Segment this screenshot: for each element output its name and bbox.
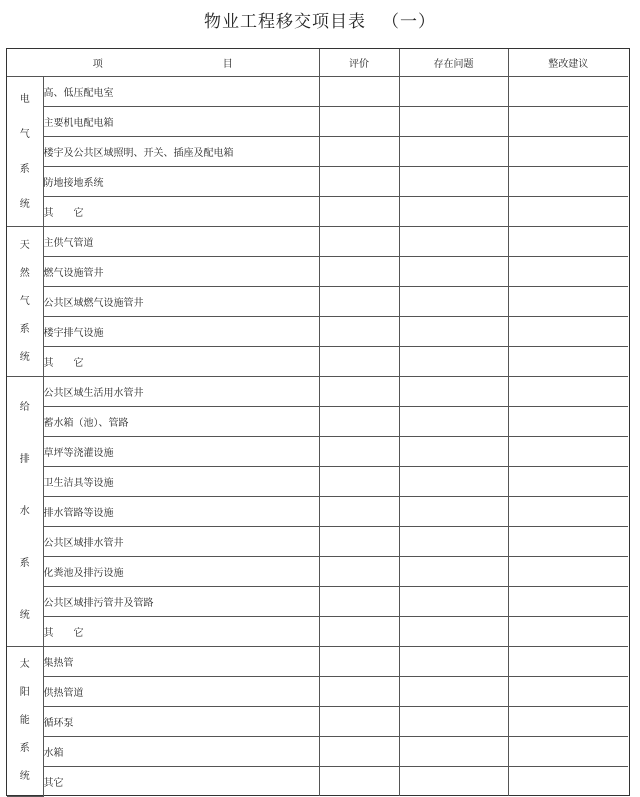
category-char: 天 (19, 239, 30, 251)
item-label: 集热管 (43, 647, 319, 677)
table-row (7, 197, 628, 227)
category-char: 气 (19, 128, 30, 140)
suggestions-cell[interactable] (508, 77, 628, 107)
issues-cell[interactable] (399, 527, 508, 557)
category-cell (7, 377, 43, 647)
suggestions-cell[interactable] (508, 137, 628, 167)
suggestions-cell[interactable] (508, 437, 628, 467)
item-label: 供热管道 (43, 677, 319, 707)
suggestions-cell[interactable] (508, 227, 628, 257)
header-issues: 存在问题 (399, 49, 508, 77)
item-label: 燃气设施管井 (43, 257, 319, 287)
suggestions-cell[interactable] (508, 287, 628, 317)
issues-cell[interactable] (399, 347, 508, 377)
table-row (7, 227, 628, 257)
item-label: 主要机电配电箱 (43, 107, 319, 137)
handover-table-frame (6, 48, 630, 796)
issues-cell[interactable] (399, 647, 508, 677)
evaluation-cell[interactable] (319, 377, 399, 407)
category-char: 统 (19, 771, 30, 783)
issues-cell[interactable] (399, 497, 508, 527)
evaluation-cell[interactable] (319, 527, 399, 557)
evaluation-cell[interactable] (319, 587, 399, 617)
evaluation-cell[interactable] (319, 707, 399, 737)
item-label: 公共区域燃气设施管井 (43, 287, 319, 317)
table-row (7, 707, 628, 737)
issues-cell[interactable] (399, 677, 508, 707)
suggestions-cell[interactable] (508, 497, 628, 527)
issues-cell[interactable] (399, 707, 508, 737)
table-row (7, 347, 628, 377)
item-label: 化粪池及排污设施 (43, 557, 319, 587)
suggestions-cell[interactable] (508, 107, 628, 137)
table-row (7, 617, 628, 647)
table-row (7, 137, 628, 167)
table-row (7, 767, 628, 797)
table-row (7, 647, 628, 677)
header-row (7, 49, 628, 77)
category-char: 给 (19, 401, 30, 413)
item-label: 防地接地系统 (43, 167, 319, 197)
evaluation-cell[interactable] (319, 77, 399, 107)
category-char: 系 (19, 743, 30, 755)
page-title (0, 10, 640, 34)
table-row (7, 527, 628, 557)
suggestions-cell[interactable] (508, 407, 628, 437)
title-text: 物业工程移交项目表 (204, 12, 366, 32)
header-item-right: 目 (222, 59, 233, 70)
issues-cell[interactable] (399, 437, 508, 467)
item-label: 其 它 (43, 197, 319, 227)
table-row (7, 167, 628, 197)
table-row (7, 317, 628, 347)
suggestions-cell[interactable] (508, 617, 628, 647)
item-label: 高、低压配电室 (43, 77, 319, 107)
table-row (7, 257, 628, 287)
item-label: 公共区域排污管井及管路 (43, 587, 319, 617)
item-label: 循环泵 (43, 707, 319, 737)
category-char: 系 (19, 163, 30, 175)
category-char: 太 (19, 659, 30, 671)
suggestions-cell[interactable] (508, 587, 628, 617)
category-char: 统 (19, 609, 30, 621)
table-row (7, 407, 628, 437)
item-label: 水箱 (43, 737, 319, 767)
category-char: 然 (19, 267, 30, 279)
evaluation-cell[interactable] (319, 107, 399, 137)
suggestions-cell[interactable] (508, 527, 628, 557)
evaluation-cell[interactable] (319, 137, 399, 167)
table-row (7, 587, 628, 617)
evaluation-cell[interactable] (319, 617, 399, 647)
suggestions-cell[interactable] (508, 317, 628, 347)
item-label: 楼宇排气设施 (43, 317, 319, 347)
table-row (7, 677, 628, 707)
evaluation-cell[interactable] (319, 767, 399, 797)
issues-cell[interactable] (399, 767, 508, 797)
table-row (7, 497, 628, 527)
evaluation-cell[interactable] (319, 347, 399, 377)
evaluation-cell[interactable] (319, 167, 399, 197)
handover-table (7, 49, 628, 797)
category-char: 排 (19, 453, 30, 465)
evaluation-cell[interactable] (319, 257, 399, 287)
suggestions-cell[interactable] (508, 347, 628, 377)
item-label: 主供气管道 (43, 227, 319, 257)
evaluation-cell[interactable] (319, 647, 399, 677)
table-row (7, 467, 628, 497)
suggestions-cell[interactable] (508, 767, 628, 797)
suggestions-cell[interactable] (508, 467, 628, 497)
table-row (7, 77, 628, 107)
category-char: 统 (19, 198, 30, 210)
header-item (7, 49, 319, 77)
issues-cell[interactable] (399, 107, 508, 137)
suggestions-cell[interactable] (508, 707, 628, 737)
issues-cell[interactable] (399, 227, 508, 257)
issues-cell[interactable] (399, 737, 508, 767)
category-char: 系 (19, 323, 30, 335)
suggestions-cell[interactable] (508, 647, 628, 677)
suggestions-cell[interactable] (508, 677, 628, 707)
header-suggestions: 整改建议 (508, 49, 628, 77)
category-char: 阳 (19, 687, 30, 699)
suggestions-cell[interactable] (508, 737, 628, 767)
category-char: 系 (19, 557, 30, 569)
table-row (7, 437, 628, 467)
title-suffix: （一） (382, 12, 436, 32)
issues-cell[interactable] (399, 287, 508, 317)
table-row (7, 287, 628, 317)
evaluation-cell[interactable] (319, 677, 399, 707)
table-row (7, 737, 628, 767)
item-label: 楼宇及公共区域照明、开关、插座及配电箱 (43, 137, 319, 167)
category-char: 电 (19, 93, 30, 105)
issues-cell[interactable] (399, 467, 508, 497)
item-label: 其 它 (43, 347, 319, 377)
issues-cell[interactable] (399, 167, 508, 197)
evaluation-cell[interactable] (319, 437, 399, 467)
issues-cell[interactable] (399, 377, 508, 407)
suggestions-cell[interactable] (508, 197, 628, 227)
item-label: 公共区域排水管井 (43, 527, 319, 557)
evaluation-cell[interactable] (319, 497, 399, 527)
category-char: 能 (19, 715, 30, 727)
item-label: 卫生洁具等设施 (43, 467, 319, 497)
item-label: 其 它 (43, 617, 319, 647)
suggestions-cell[interactable] (508, 377, 628, 407)
evaluation-cell[interactable] (319, 557, 399, 587)
category-cell (7, 227, 43, 377)
issues-cell[interactable] (399, 77, 508, 107)
item-label: 草坪等浇灌设施 (43, 437, 319, 467)
evaluation-cell[interactable] (319, 467, 399, 497)
evaluation-cell[interactable] (319, 407, 399, 437)
issues-cell[interactable] (399, 317, 508, 347)
category-cell (7, 647, 43, 797)
suggestions-cell[interactable] (508, 257, 628, 287)
table-row (7, 377, 628, 407)
suggestions-cell[interactable] (508, 167, 628, 197)
issues-cell[interactable] (399, 137, 508, 167)
evaluation-cell[interactable] (319, 737, 399, 767)
issues-cell[interactable] (399, 557, 508, 587)
header-item-left: 项 (92, 59, 103, 70)
suggestions-cell[interactable] (508, 557, 628, 587)
category-char: 水 (19, 505, 30, 517)
item-label: 排水管路等设施 (43, 497, 319, 527)
header-evaluation: 评价 (319, 49, 399, 77)
issues-cell[interactable] (399, 257, 508, 287)
item-label: 蓄水箱（池）、管路 (43, 407, 319, 437)
item-label: 其它 (43, 767, 319, 797)
issues-cell[interactable] (399, 407, 508, 437)
evaluation-cell[interactable] (319, 287, 399, 317)
item-label: 公共区域生活用水管井 (43, 377, 319, 407)
evaluation-cell[interactable] (319, 197, 399, 227)
issues-cell[interactable] (399, 587, 508, 617)
evaluation-cell[interactable] (319, 227, 399, 257)
evaluation-cell[interactable] (319, 317, 399, 347)
category-char: 气 (19, 295, 30, 307)
category-cell (7, 77, 43, 227)
issues-cell[interactable] (399, 197, 508, 227)
category-char: 统 (19, 351, 30, 363)
table-row (7, 107, 628, 137)
table-row (7, 557, 628, 587)
issues-cell[interactable] (399, 617, 508, 647)
